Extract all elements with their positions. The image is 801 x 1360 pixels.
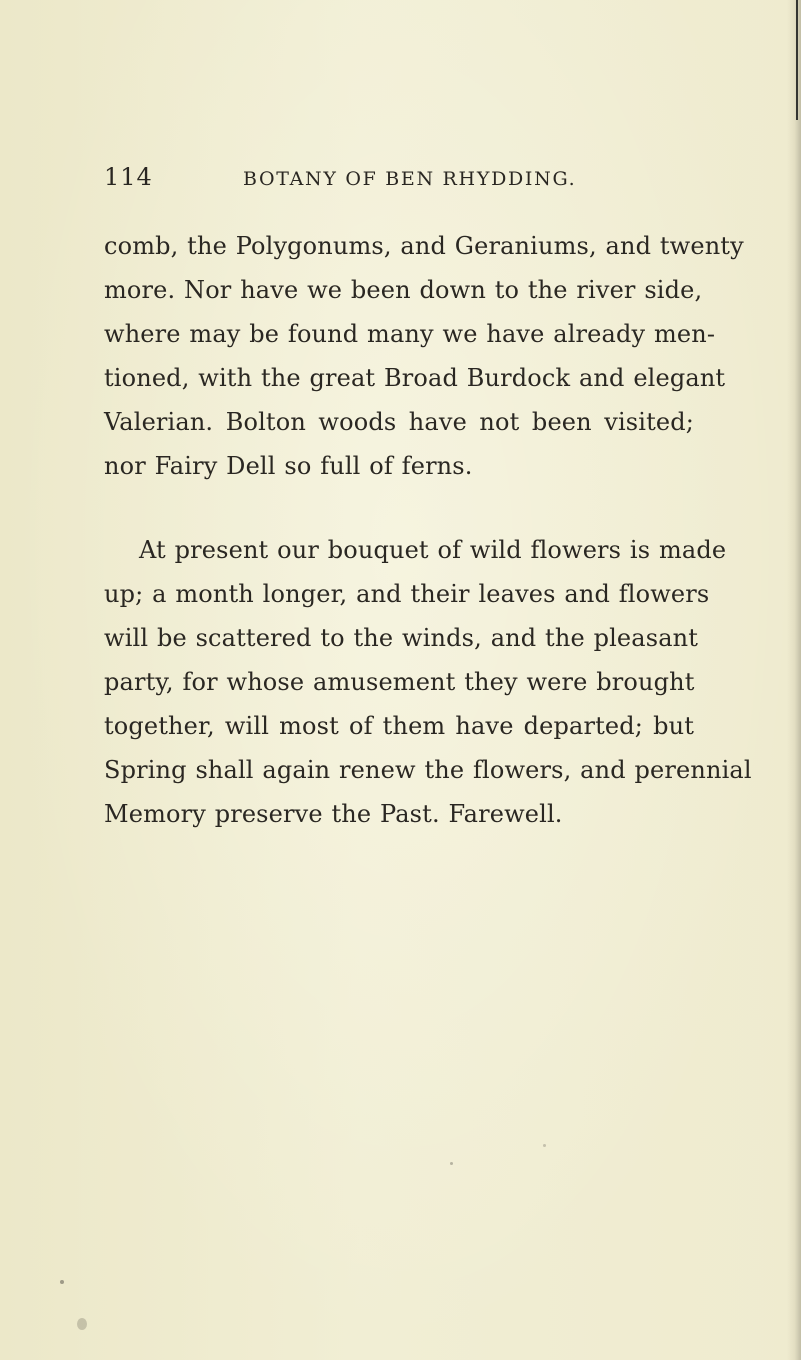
text-line: Valerian. Bolton woods have not been visited; [104,408,694,436]
running-title: BOTANY OF BEN RHYDDING. [243,168,577,190]
text-line: more. Nor have we been down to the river side, [104,276,703,304]
page-edge-shadow [787,0,801,1360]
text-line: will be scattered to the winds, and the pleasant [104,624,699,652]
text-line: Memory preserve the Past. Farewell. [104,800,563,828]
page-number: 114 [104,163,153,191]
body-text [104,224,752,836]
text-line: tioned, with the great Broad Burdock and elegant [104,364,726,392]
page-edge-line [796,0,798,120]
paper-speck [450,1162,453,1165]
text-line: At present our bouquet of wild flowers is made [139,536,727,564]
paragraph-1 [104,224,744,488]
text-line: where may be found many we have already men- [104,320,716,348]
paper-speck [543,1144,546,1147]
paper-stain [77,1318,87,1330]
paragraph-2 [104,528,752,836]
text-line: up; a month longer, and their leaves and flowers [104,580,710,608]
text-line: comb, the Polygonums, and Geraniums, and twenty [104,232,744,260]
text-line: nor Fairy Dell so full of ferns. [104,452,473,480]
page-header [104,160,674,194]
text-line: together, will most of them have departed; but [104,712,694,740]
paper-speck [60,1280,64,1284]
paragraph-gap [104,488,694,528]
text-line: party, for whose amusement they were brought [104,668,695,696]
text-line: Spring shall again renew the flowers, and perennial [104,756,752,784]
